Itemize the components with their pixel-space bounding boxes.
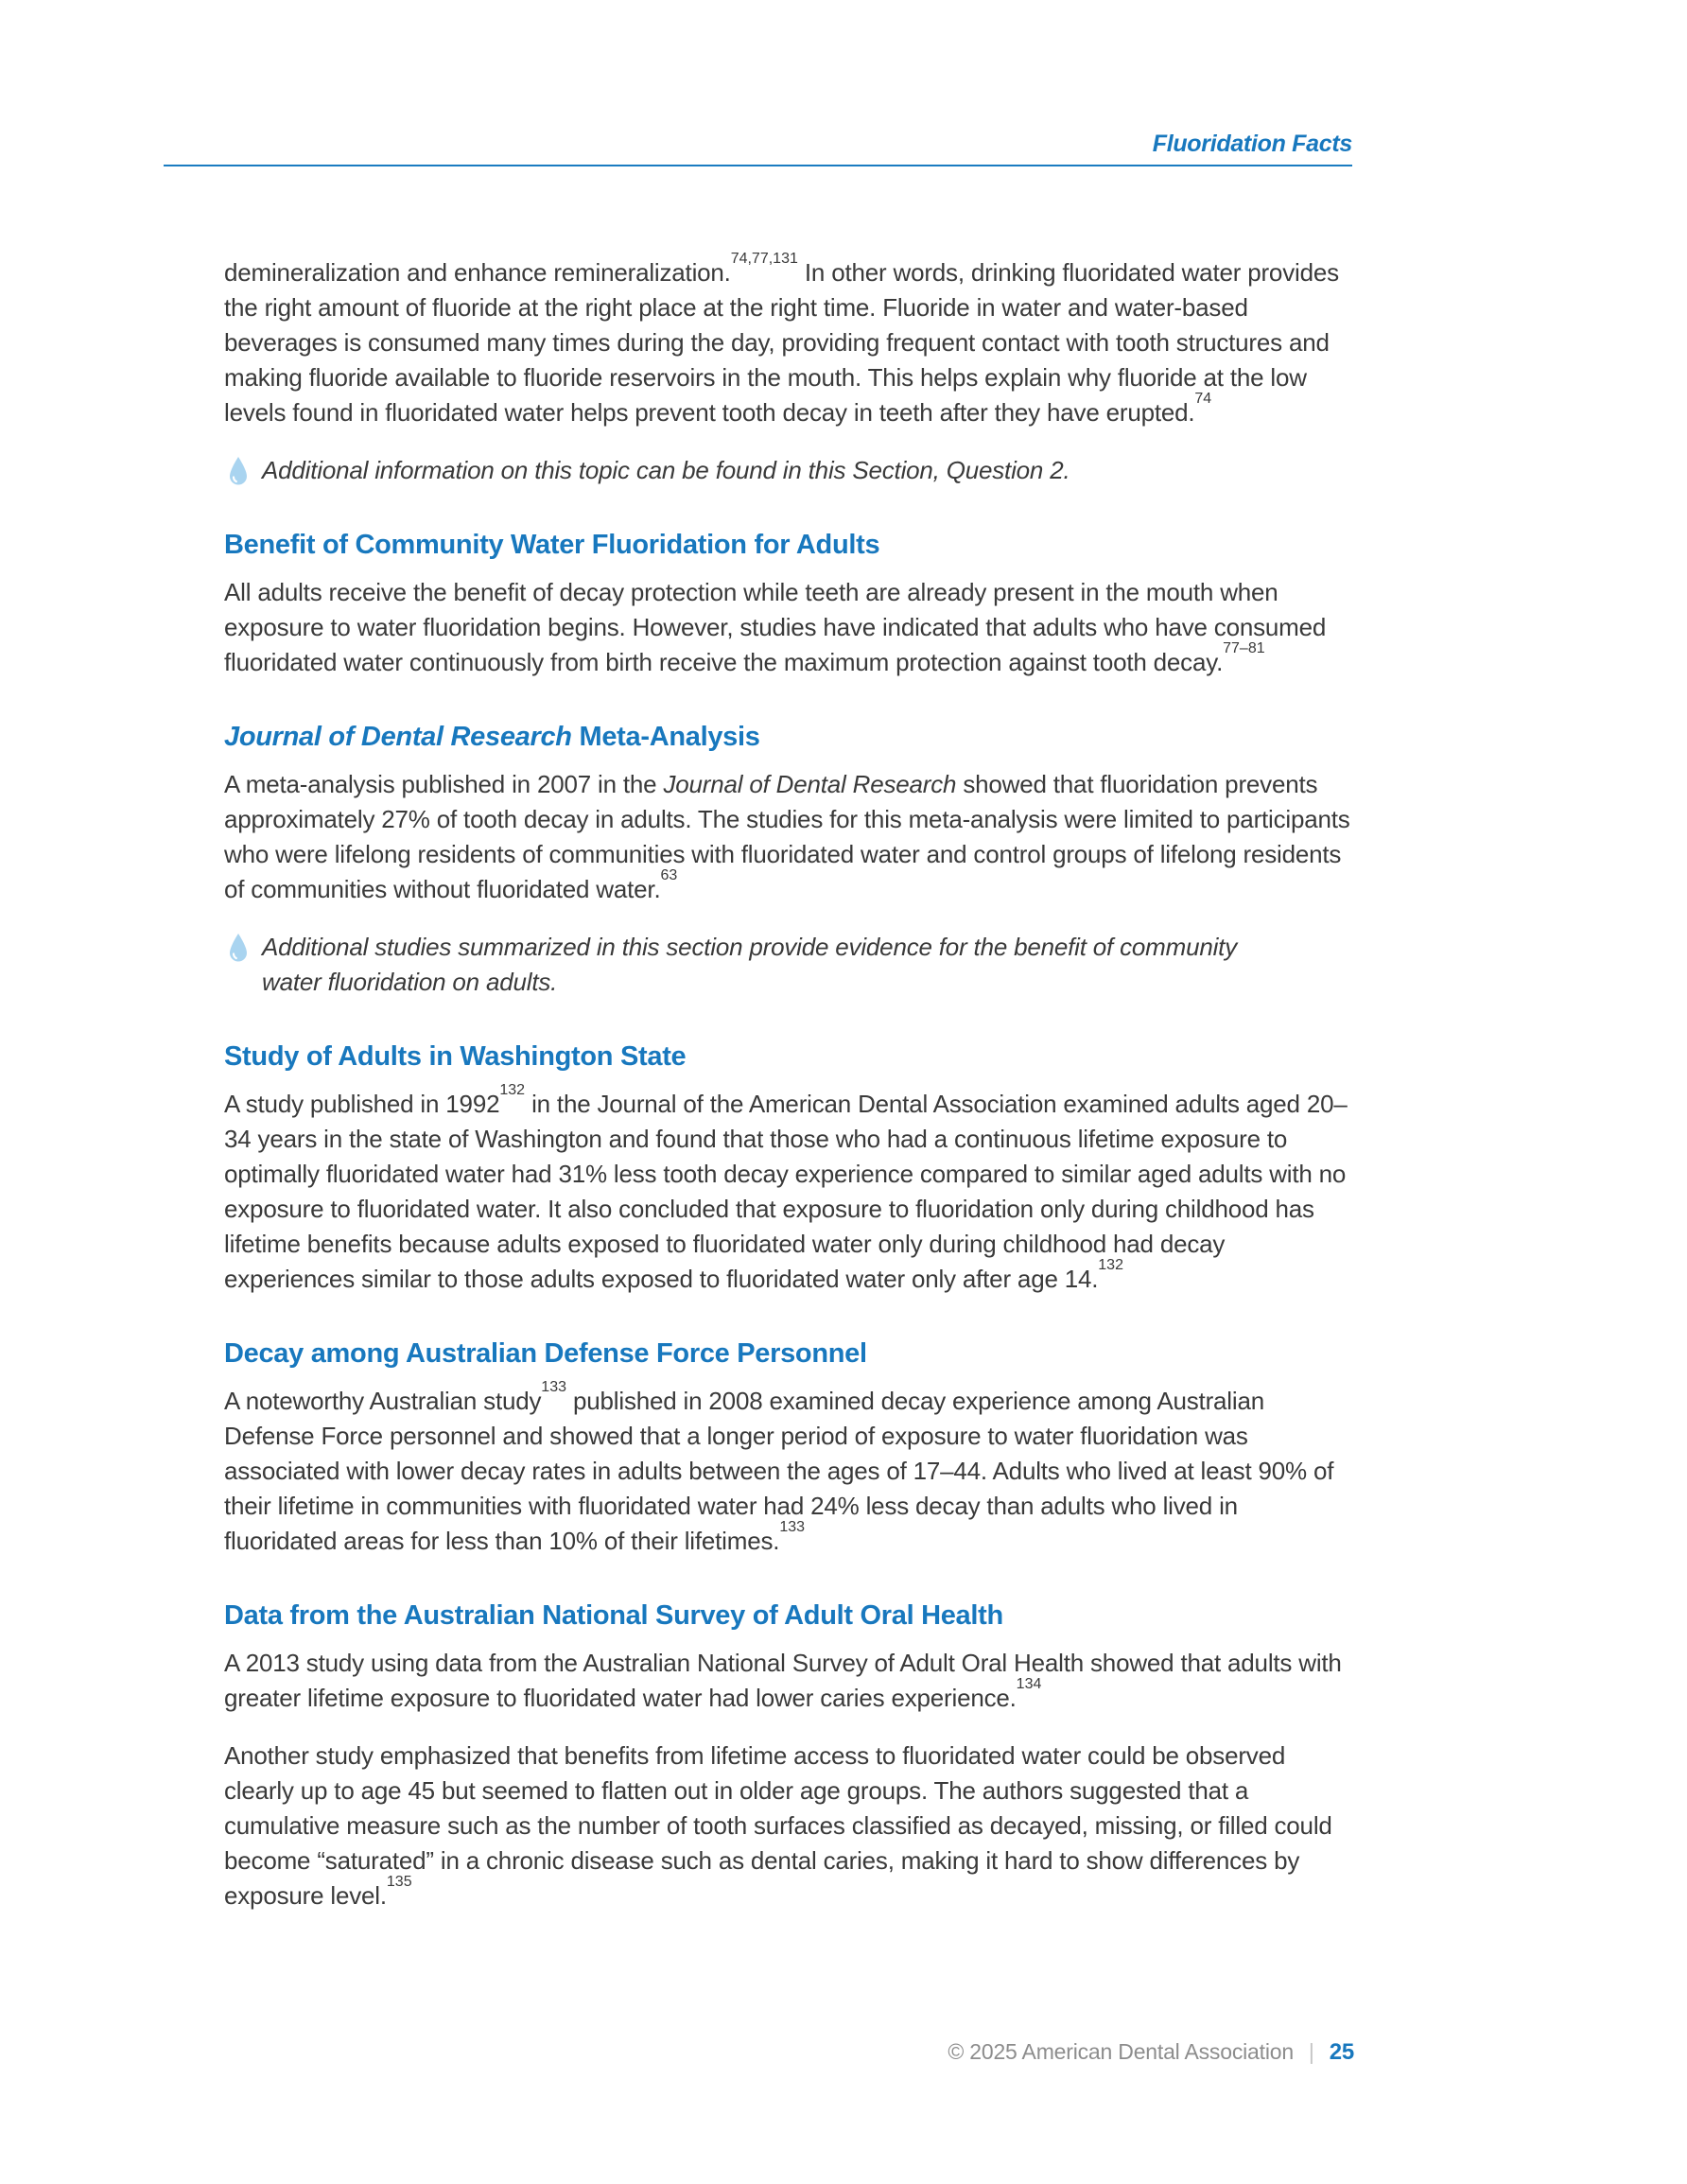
journal-name-italic: Journal of Dental Research: [663, 770, 957, 798]
citation-superscript: 132: [1098, 1257, 1123, 1274]
water-droplet-icon: [228, 933, 249, 964]
page-number: 25: [1329, 2039, 1354, 2065]
note-line-1: Additional studies summarized in this section provide evidence for the benefit of community: [262, 933, 1238, 961]
citation-superscript: 74,77,131: [730, 251, 798, 268]
citation-superscript: 134: [1016, 1676, 1042, 1693]
footer-separator: |: [1308, 2039, 1314, 2064]
body-text: A meta-analysis published in 2007 in the: [224, 770, 664, 798]
citation-superscript: 133: [541, 1379, 566, 1396]
paragraph-national-survey: [224, 1646, 1355, 1716]
body-text: demineralization and enhance remineralization.: [224, 258, 731, 287]
note-additional-info: [228, 453, 1355, 488]
paragraph-defense-force: [224, 1379, 1355, 1559]
heading-defense-force: Decay among Australian Defense Force Personnel: [224, 1338, 867, 1369]
body-text: A 2013 study using data from the Australian National Survey of Adult Oral Health showed that adults with greater lifetime exposure to fluoridated water had lower caries experience.: [224, 1649, 1342, 1712]
body-text: A study published in 1992: [224, 1090, 500, 1118]
citation-superscript: 74: [1194, 391, 1212, 408]
paragraph-meta-analysis: [224, 767, 1355, 907]
heading-regular-part: Meta-Analysis: [571, 722, 760, 752]
body-text: All adults receive the benefit of decay protection while teeth are already present in the mouth when exposure to water fluoridation begins. However, studies have indicated that adults who have consumed fluoridated water continuously from birth receive the maximum protection against tooth decay.: [224, 578, 1327, 676]
heading-italic-part: Journal of Dental Research: [224, 722, 572, 752]
note-line-2: water fluoridation on adults.: [262, 968, 558, 996]
body-text: in the Journal of the American Dental Association examined adults aged 20–34 years in the state of Washington and found that those who had a continuous lifetime exposure to optimally fluoridated water had 31% less tooth decay experience compared to similar aged adults with no exposure to fluoridated water. It also concluded that exposure to fluoridation only during childhood has lifetime benefits because adults exposed to fluoridated water only during childhood had decay experiences similar to those adults exposed to fluoridated water only after age 14.: [224, 1090, 1348, 1293]
paragraph-all-adults: [224, 575, 1355, 680]
citation-superscript: 132: [499, 1082, 526, 1099]
note-additional-studies: [228, 930, 1355, 1000]
paragraph-washington: [224, 1082, 1355, 1297]
heading-washington-study: Study of Adults in Washington State: [224, 1041, 687, 1072]
paragraph-demineralization: [224, 251, 1355, 430]
water-droplet-icon: [228, 456, 249, 487]
note-text: [262, 930, 1237, 1000]
body-text: A noteworthy Australian study: [224, 1387, 542, 1415]
paragraph-another-study: [224, 1738, 1355, 1913]
heading-jdr-meta-analysis: [224, 718, 1355, 756]
body-text: published in 2008 examined decay experience among Australian Defense Force personnel and showed that a longer period of exposure to water fluoridation was associated with lower decay rates in adults between the ages of 17–44. Adults who lived at least 90% of their lifetime in communities with fluoridated water had 24% less decay than adults who lived in fluoridated areas for less than 10% of their lifetimes.: [224, 1387, 1334, 1555]
citation-superscript: 135: [386, 1874, 412, 1891]
heading-national-survey: Data from the Australian National Survey of Adult Oral Health: [224, 1600, 1003, 1631]
running-header-title: Fluoridation Facts: [1152, 131, 1352, 157]
body-text: showed that fluoridation prevents approximately 27% of tooth decay in adults. The studies for this meta-analysis were limited to participants who were lifelong residents of communities with fluoridated water and control groups of lifelong residents of communities without fluoridated water.: [224, 770, 1350, 903]
body-text: Another study emphasized that benefits from lifetime access to fluoridated water could be observed clearly up to age 45 but seemed to flatten out in older age groups. The authors suggested that a cumulative measure such as the number of tooth surfaces classified as decayed, missing, or filled could become “saturated” in a chronic disease such as dental caries, making it hard to show differences by exposure level.: [224, 1741, 1332, 1910]
citation-superscript: 77–81: [1223, 640, 1265, 657]
body-text: In other words, drinking fluoridated water provides the right amount of fluoride at the right place at the right time. Fluoride in water and water-based beverages is consumed many times during the day, providing frequent contact with tooth structures and making fluoride available to fluoride reservoirs in the mouth. This helps explain why fluoride at the low levels found in fluoridated water helps prevent tooth decay in teeth after they have erupted.: [224, 258, 1339, 427]
citation-superscript: 63: [660, 867, 678, 884]
citation-superscript: 133: [779, 1519, 806, 1536]
page-content: [224, 166, 1355, 1936]
note-text: Additional information on this topic can be found in this Section, Question 2.: [262, 456, 1070, 484]
heading-benefit-adults: Benefit of Community Water Fluoridation for Adults: [224, 530, 880, 560]
page-footer: [948, 2039, 1354, 2066]
copyright-text: © 2025 American Dental Association: [948, 2039, 1294, 2064]
